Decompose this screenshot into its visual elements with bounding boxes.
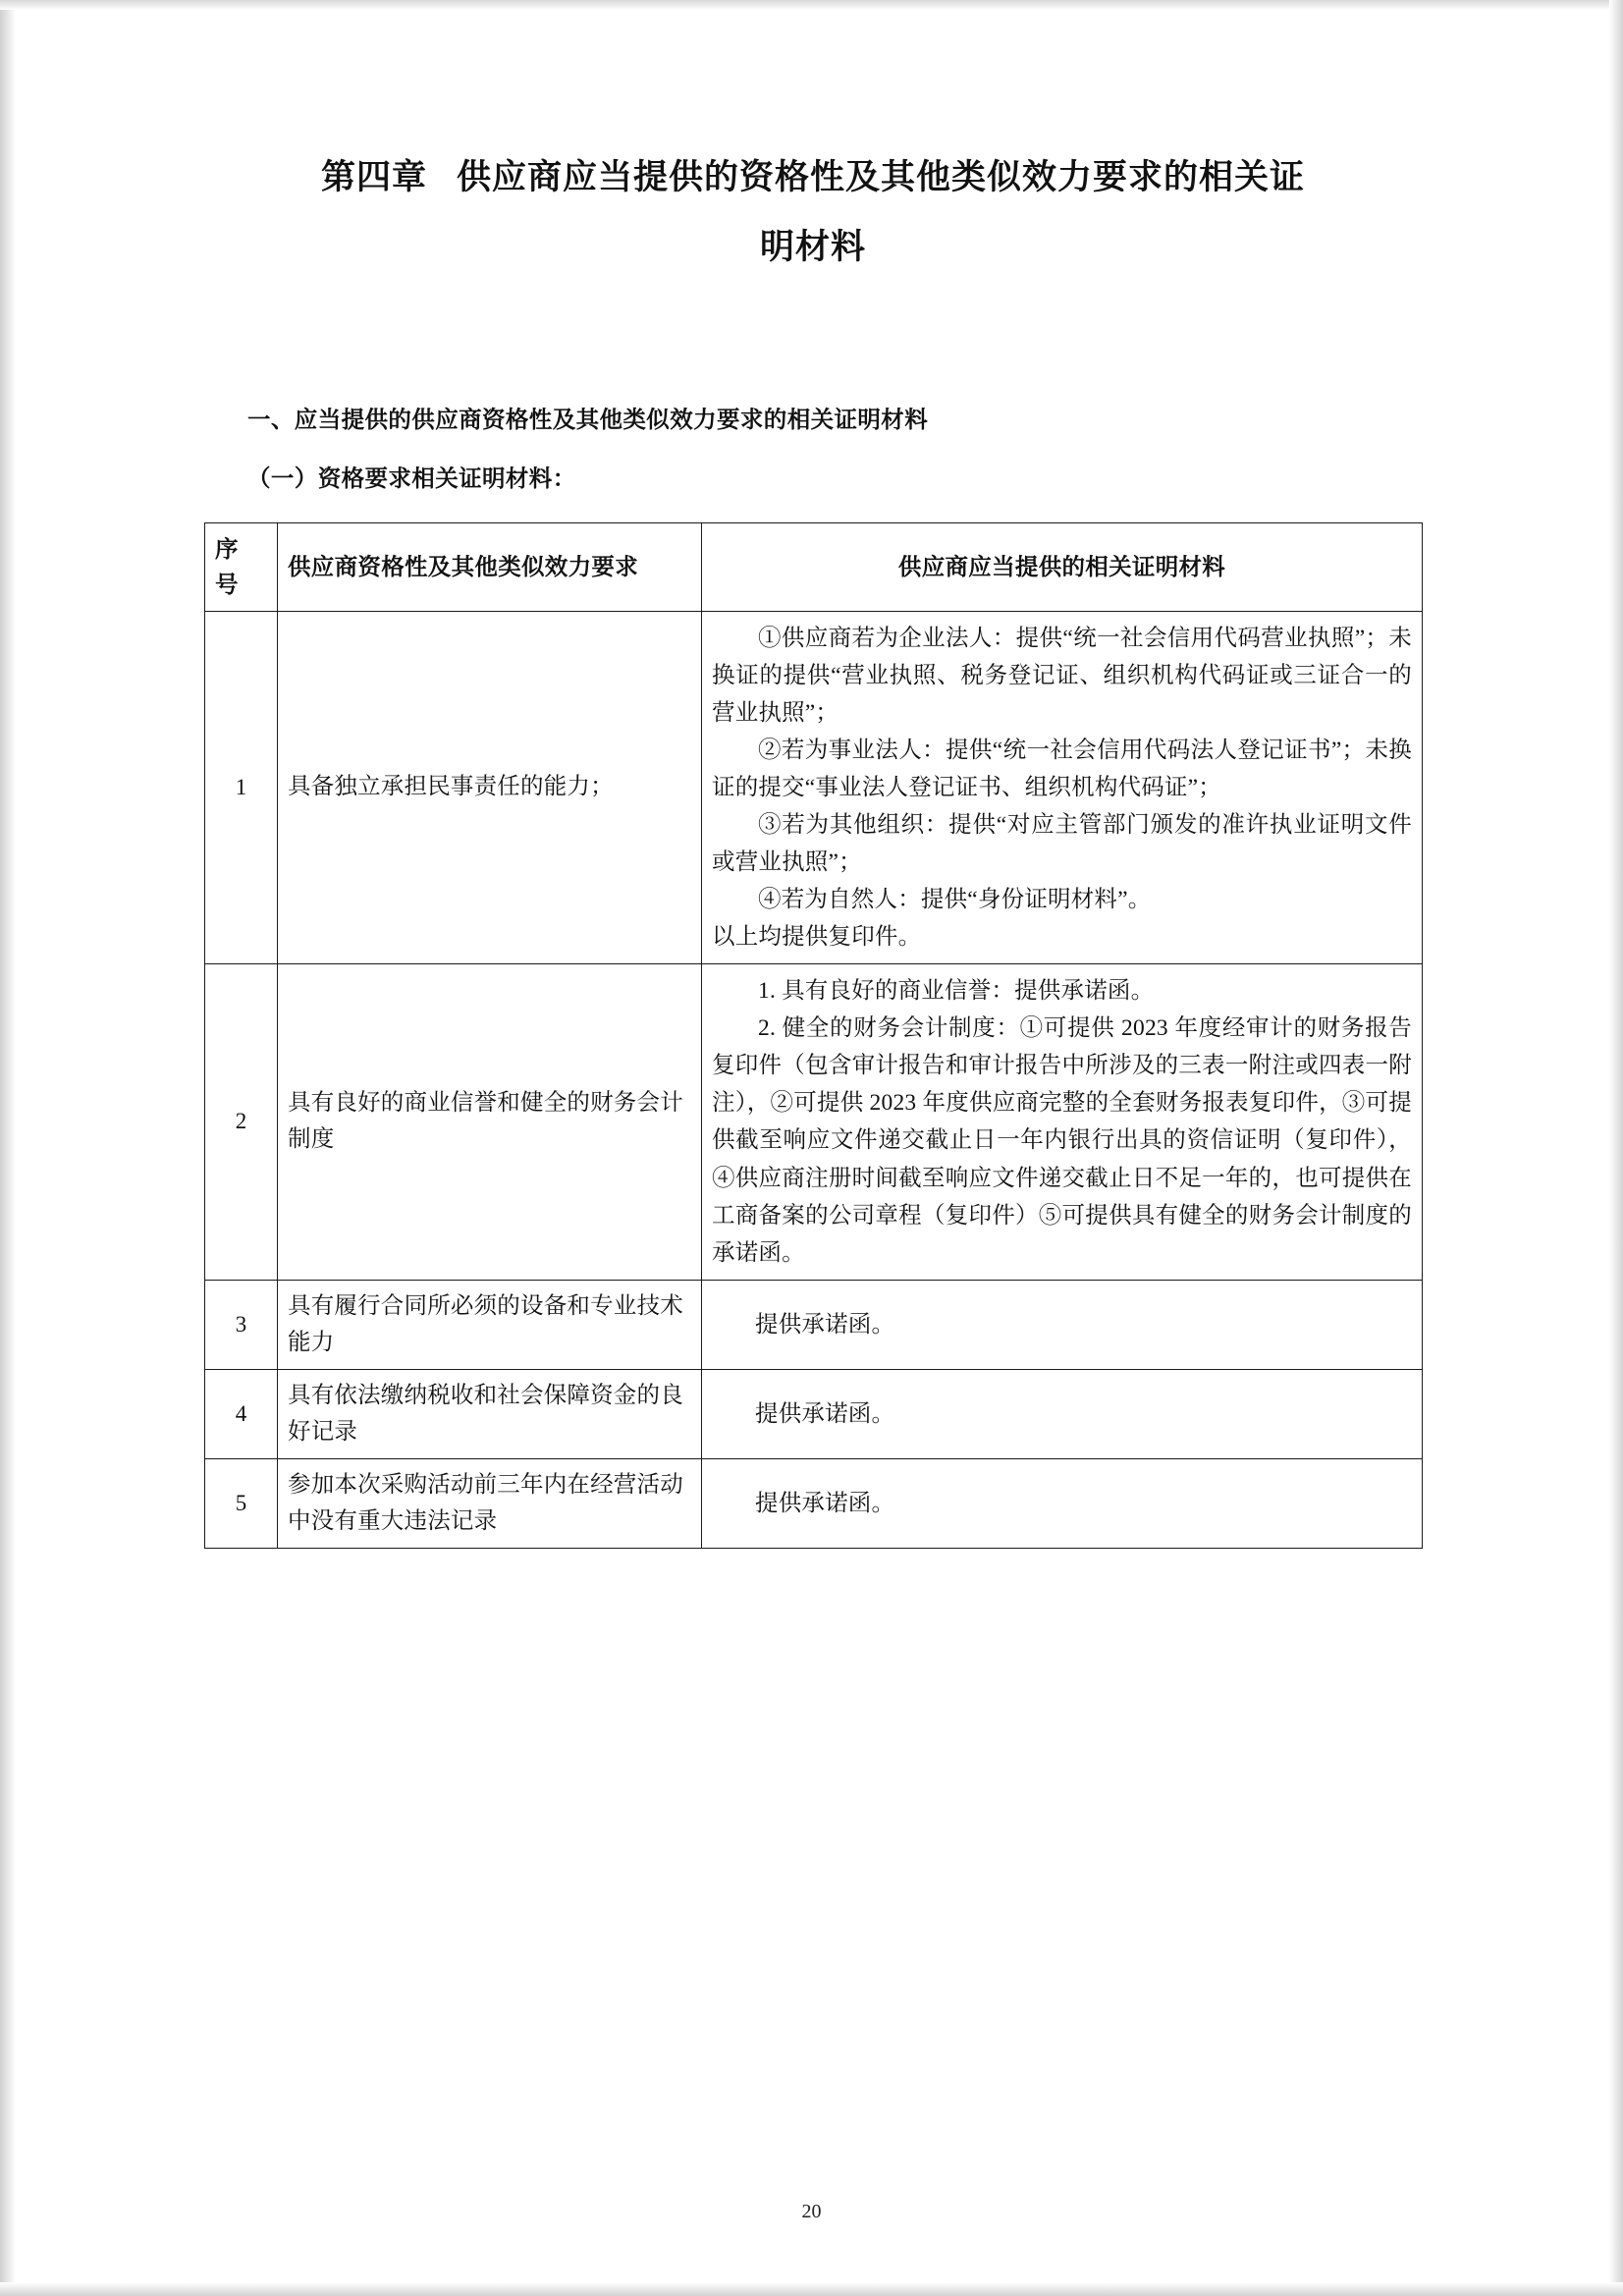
materials-line: 提供承诺函。 — [755, 1491, 895, 1517]
row-requirement: 具有履行合同所必须的设备和专业技术能力 — [278, 1280, 702, 1369]
chapter-title-line1: 供应商应当提供的资格性及其他类似效力要求的相关证 — [457, 157, 1306, 197]
subsection-heading-1: （一）资格要求相关证明材料： — [247, 465, 576, 493]
scan-edge-bottom — [0, 2282, 1623, 2296]
materials-line: ②若为事业法人：提供“统一社会信用代码法人登记证书”；未换证的提交“事业法人登记证书、组织机构代码证”； — [712, 737, 1412, 800]
chapter-label: 第四章 — [320, 157, 427, 197]
section-heading-1: 一、应当提供的供应商资格性及其他类似效力要求的相关证明材料 — [247, 405, 929, 433]
materials-line: ③若为其他组织：提供“对应主管部门颁发的准许执业证明文件或营业执照”； — [712, 811, 1412, 875]
chapter-title-line2: 明材料 — [759, 227, 866, 268]
materials-line: 提供承诺函。 — [755, 1311, 895, 1338]
row-materials — [702, 611, 1423, 964]
table-row — [205, 1369, 1423, 1458]
page-number: 20 — [801, 2201, 822, 2222]
table-row — [205, 1459, 1423, 1549]
row-materials — [702, 1369, 1423, 1458]
row-requirement: 参加本次采购活动前三年内在经营活动中没有重大违法记录 — [278, 1459, 702, 1549]
column-header-requirement: 供应商资格性及其他类似效力要求 — [278, 522, 702, 611]
row-index: 2 — [205, 964, 278, 1281]
column-header-index — [205, 522, 278, 611]
row-materials — [702, 1459, 1423, 1549]
materials-line: 以上均提供复印件。 — [712, 924, 922, 951]
page-content — [204, 147, 1422, 1549]
column-header-index-line1: 序 — [215, 534, 239, 563]
row-index: 1 — [205, 611, 278, 964]
page-title-line2 — [204, 217, 1422, 277]
row-index: 3 — [205, 1280, 278, 1369]
row-requirement: 具有良好的商业信誉和健全的财务会计制度 — [278, 964, 702, 1281]
table-header-row — [205, 522, 1423, 611]
scan-edge-left — [0, 0, 16, 2296]
row-requirement: 具有依法缴纳税收和社会保障资金的良好记录 — [278, 1369, 702, 1458]
column-header-index-line2: 号 — [215, 571, 239, 599]
materials-line: 提供承诺函。 — [755, 1401, 895, 1428]
table-row — [205, 964, 1423, 1281]
scan-edge-top — [0, 0, 1623, 10]
table-row — [205, 611, 1423, 964]
column-header-materials: 供应商应当提供的相关证明材料 — [702, 522, 1423, 611]
page-title — [204, 147, 1422, 207]
row-materials — [702, 1280, 1423, 1369]
row-index: 5 — [205, 1459, 278, 1549]
row-requirement: 具备独立承担民事责任的能力； — [278, 611, 702, 964]
materials-line: 1. 具有良好的商业信誉：提供承诺函。 — [758, 978, 1155, 1005]
scan-edge-right — [1609, 0, 1623, 2296]
row-index: 4 — [205, 1369, 278, 1458]
materials-line: ④若为自然人：提供“身份证明材料”。 — [758, 887, 1152, 913]
materials-line: 2. 健全的财务会计制度：①可提供 2023 年度经审计的财务报告复印件（包含审计报告和审计报告中所涉及的三表一附注或四表一附注），②可提供 2023 年度供应商完整的全套财务报表复印件，③可提供截至响应文件递交截止日一年内银行出具的资信证明（复印件），④供应商注册时间截至响应文件递交截止日不足一年的，也可提供在工商备案的公司章程（复印件）⑤可提供具有健全的财务会计制度的承诺函。 — [712, 1015, 1412, 1266]
table-row — [205, 1280, 1423, 1369]
materials-line: ①供应商若为企业法人：提供“统一社会信用代码营业执照”；未换证的提供“营业执照、税务登记证、组织机构代码证或三证合一的营业执照”； — [712, 625, 1412, 726]
qualification-materials-table — [204, 522, 1423, 1550]
row-materials — [702, 964, 1423, 1281]
